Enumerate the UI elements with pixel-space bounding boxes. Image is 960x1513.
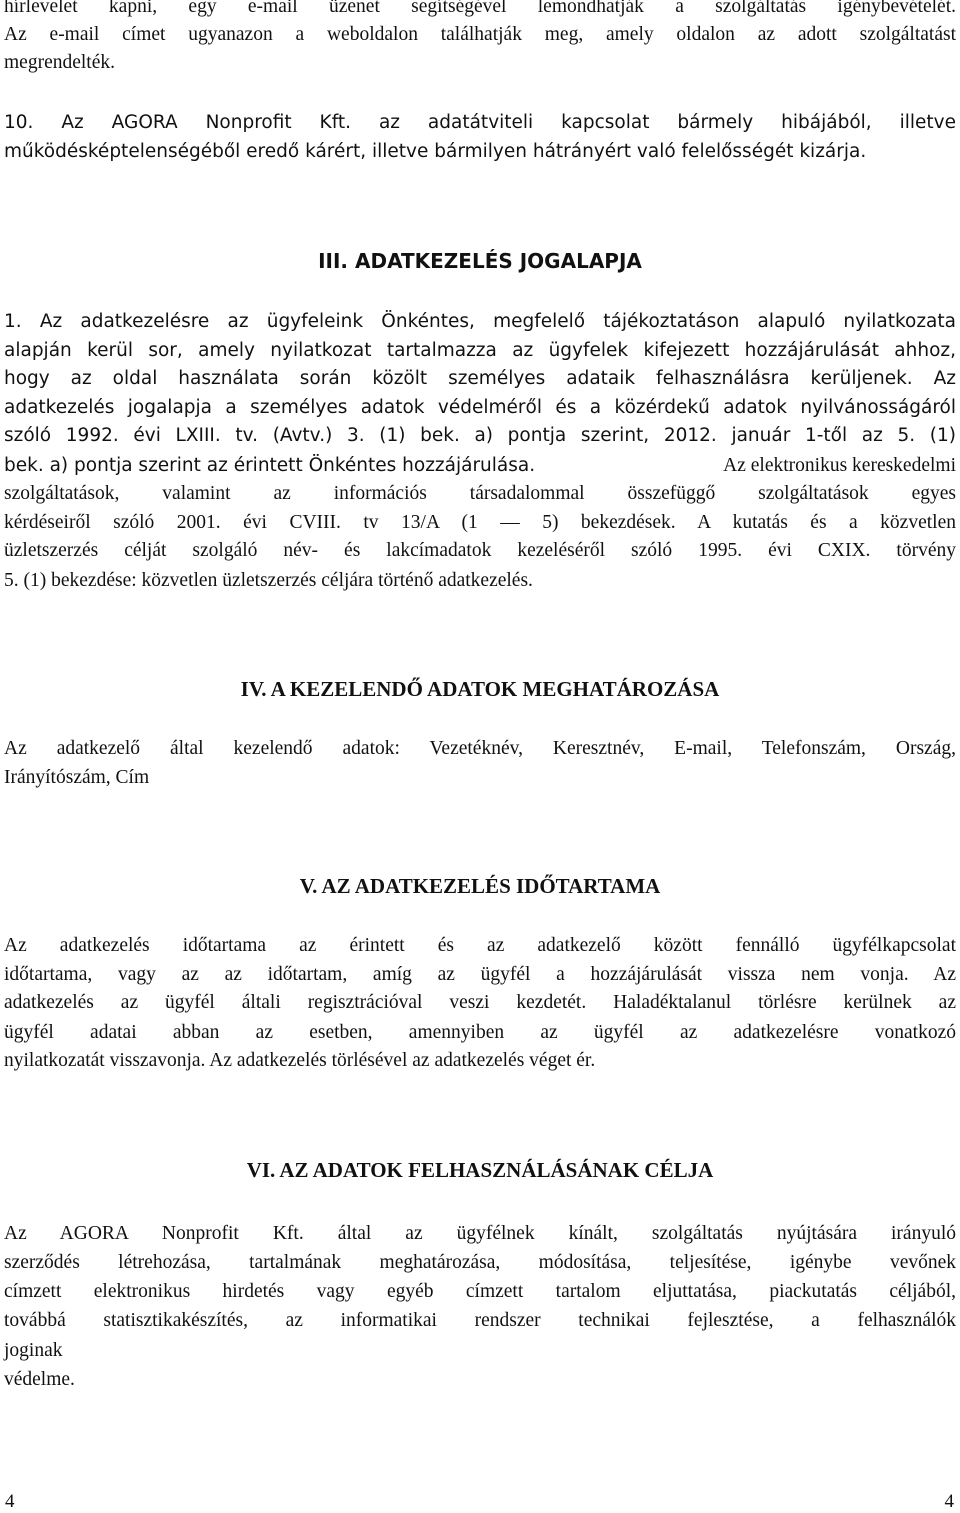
paragraph-line: szolgáltatások, valamint az információs társadalommal összefüggő szolgáltatások egyes — [4, 483, 956, 504]
paragraph-line: hogy az oldal használata során közölt személyes adataik felhasználásra kerüljenek. Az — [4, 368, 956, 389]
section-heading: IV. A KEZELENDŐ ADATOK MEGHATÁROZÁSA — [240, 677, 720, 701]
paragraph-line: hírlevelet kapni, egy e-mail üzenet segítségével lemondhatják a szolgáltatás igénybevételét. — [4, 0, 956, 17]
paragraph-line: nyilatkozatát visszavonja. Az adatkezelés törlésével az adatkezelés véget ér. — [4, 1050, 596, 1071]
paragraph-line: megrendelték. — [4, 52, 115, 73]
page-number-right: 4 — [944, 1491, 954, 1512]
page-number-left: 4 — [5, 1491, 15, 1512]
paragraph-line: időtartama, vagy az az időtartam, amíg az ügyfél a hozzájárulását vissza nem vonja. Az — [4, 964, 956, 985]
paragraph-line: 1. Az adatkezelésre az ügyfeleink Önkéntes, megfelelő tájékoztatáson alapuló nyilatkozata — [4, 311, 956, 332]
paragraph-line: címzett elektronikus hirdetés vagy egyéb címzett tartalom eljuttatása, piackutatás céljából, — [4, 1281, 956, 1302]
paragraph-line: adatkezelés az ügyfél általi regisztrációval veszi kezdetét. Haladéktalanul törlésre kerülnek az — [4, 992, 956, 1013]
paragraph-line: alapján kerül sor, amely nyilatkozat tartalmazza az ügyfelek kifejezett hozzájárulását ahhoz, — [4, 340, 956, 361]
section-heading: V. AZ ADATKEZELÉS IDŐTARTAMA — [299, 874, 661, 898]
paragraph-line: Az adatkezelő által kezelendő adatok: Vezetéknév, Keresztnév, E-mail, Telefonszám, Ország, — [4, 738, 956, 759]
paragraph-line: szóló 1992. évi LXIII. tv. (Avtv.) 3. (1) bek. a) pontja szerint, 2012. január 1-től az 5. (1) — [4, 425, 956, 446]
section-heading: III. ADATKEZELÉS JOGALAPJA — [318, 249, 642, 273]
section-heading: VI. AZ ADATOK FELHASZNÁLÁSÁNAK CÉLJA — [246, 1158, 714, 1182]
paragraph-line: Az adatkezelés időtartama az érintett és az adatkezelő között fennálló ügyfélkapcsolat — [4, 935, 956, 956]
paragraph-line: működésképtelenségéből eredő kárért, illetve bármilyen hátrányért való felelősségét kizárja. — [4, 141, 867, 162]
paragraph-line: szerződés létrehozása, tartalmának meghatározása, módosítása, teljesítése, igénybe vevőnek — [4, 1252, 956, 1273]
paragraph-line: adatkezelés jogalapja a személyes adatok védelméről és a közérdekű adatok nyilvánosságáról — [4, 397, 956, 418]
paragraph-line: 10. Az AGORA Nonprofit Kft. az adatátviteli kapcsolat bármely hibájából, illetve — [4, 112, 956, 133]
paragraph-segment: Az elektronikus kereskedelmi — [723, 455, 956, 476]
paragraph-line: ügyfél adatai abban az esetben, amennyiben az ügyfél az adatkezelésre vonatkozó — [4, 1022, 956, 1043]
paragraph-line: 5. (1) bekezdése: közvetlen üzletszerzés céljára történő adatkezelés. — [4, 570, 533, 591]
paragraph-line — [4, 453, 956, 479]
paragraph-line: Irányítószám, Cím — [4, 767, 150, 788]
paragraph-line: joginak — [4, 1340, 63, 1361]
paragraph-line: Az AGORA Nonprofit Kft. által az ügyfélnek kínált, szolgáltatás nyújtására irányuló — [4, 1223, 956, 1244]
paragraph-line: továbbá statisztikakészítés, az informatikai rendszer technikai fejlesztése, a felhasználók — [4, 1310, 956, 1331]
paragraph-line: Az e-mail címet ugyanazon a weboldalon találhatják meg, amely oldalon az adott szolgáltatást — [4, 24, 956, 45]
paragraph-line: üzletszerzés célját szolgáló név- és lakcímadatok kezeléséről szóló 1995. évi CXIX. törvény — [4, 540, 956, 561]
paragraph-segment: bek. a) pontja szerint az érintett Önkéntes hozzájárulása. — [4, 455, 536, 476]
paragraph-line: védelme. — [4, 1369, 75, 1390]
paragraph-line: kérdéseiről szóló 2001. évi CVIII. tv 13/A (1 — 5) bekezdések. A kutatás és a közvetlen — [4, 512, 956, 533]
